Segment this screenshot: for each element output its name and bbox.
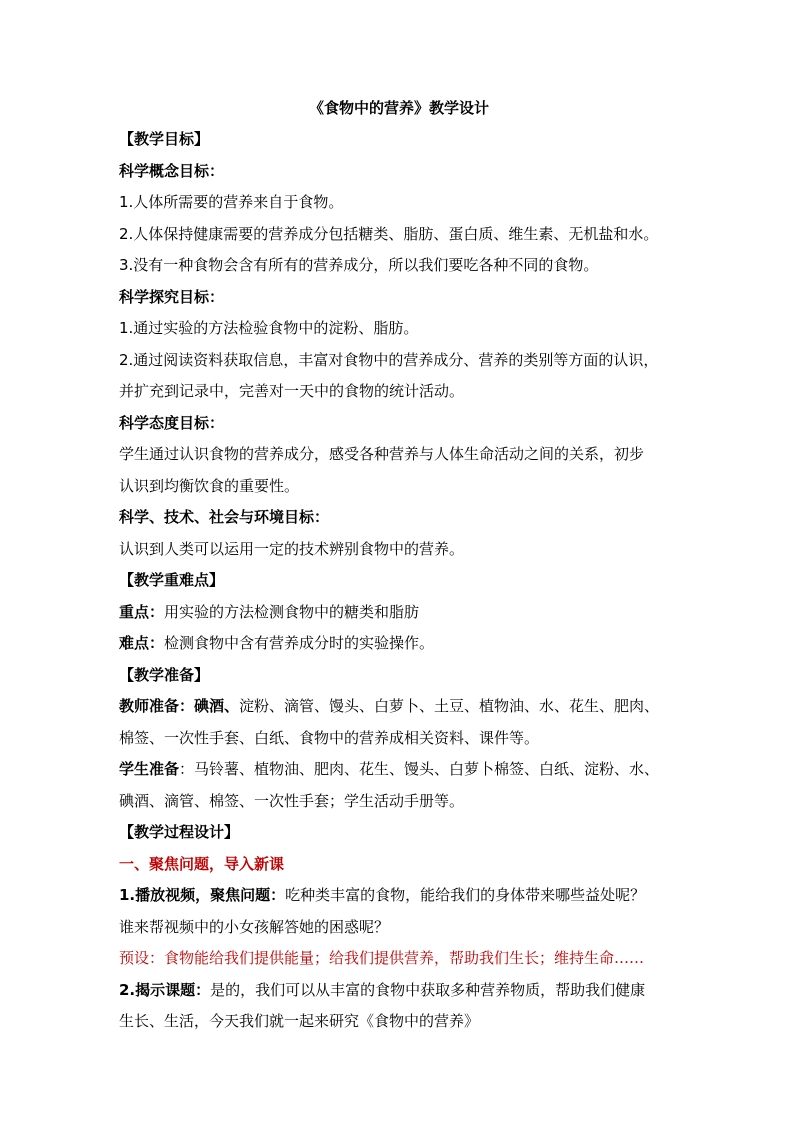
inquiry-item: 并扩充到记录中，完善对一天中的食物的统计活动。 xyxy=(119,382,465,400)
key-point-text: 用实验的方法检测食物中的糖类和脂肪 xyxy=(164,602,420,621)
attitude-heading: 科学态度目标： xyxy=(119,413,225,432)
step-one-label: 1.播放视频，聚焦问题： xyxy=(119,886,286,904)
teacher-prep xyxy=(119,691,679,723)
key-difficulty-heading: 【教学重难点】 xyxy=(119,571,225,589)
concept-heading: 科学概念目标： xyxy=(119,161,225,180)
student-prep-label: 学生准备 xyxy=(119,760,180,778)
document-page xyxy=(119,96,679,1038)
inquiry-heading: 科学探究目标： xyxy=(119,287,225,306)
document-title: 《食物中的营养》教学设计 xyxy=(308,99,489,117)
difficult-point-text: 检测食物中含有营养成分时的实验操作。 xyxy=(164,634,435,652)
attitude-item: 认识到均衡饮食的重要性。 xyxy=(119,476,300,495)
step-two-label: 2.揭示课题： xyxy=(119,980,211,999)
key-point xyxy=(119,597,679,629)
step-one xyxy=(119,880,679,912)
step-two xyxy=(119,975,679,1007)
concept-item: 1.人体所需要的营养来自于食物。 xyxy=(119,193,344,211)
difficult-point-label: 难点： xyxy=(119,634,165,652)
step-two-cont: 生长、生活，今天我们就一起来研究《食物中的营养》 xyxy=(119,1012,480,1030)
attitude-item: 学生通过认识食物的营养成分，感受各种营养与人体生命活动之间的关系，初步 xyxy=(119,445,645,463)
step-one-text: 吃种类丰富的食物，能给我们的身体带来哪些益处呢？ xyxy=(285,886,646,904)
concept-item: 2.人体保持健康需要的营养成分包括糖类、脂肪、蛋白质、维生素、无机盐和水。 xyxy=(119,224,659,243)
inquiry-item: 2.通过阅读资料获取信息，丰富对食物中的营养成分、营养的类别等方面的认识， xyxy=(119,350,659,369)
student-prep-text: ：马铃薯、植物油、肥肉、花生、馒头、白萝卜棉签、白纸、淀粉、水、 xyxy=(179,760,660,778)
preparation-heading: 【教学准备】 xyxy=(119,665,210,684)
teacher-prep-bold: ：碘酒、 xyxy=(179,697,240,715)
difficult-point xyxy=(119,628,679,660)
teacher-prep-label: 教师准备 xyxy=(119,697,180,715)
step-one-cont: 谁来帮视频中的小女孩解答她的困惑呢？ xyxy=(119,917,390,936)
student-prep-cont: 碘酒、滴管、棉签、一次性手套；学生活动手册等。 xyxy=(119,791,465,810)
inquiry-item: 1.通过实验的方法检验食物中的淀粉、脂肪。 xyxy=(119,319,419,337)
concept-item: 3.没有一种食物会含有所有的营养成分，所以我们要吃各种不同的食物。 xyxy=(119,256,599,274)
preset-answer: 预设：食物能给我们提供能量；给我们提供营养，帮助我们生长；维持生命…… xyxy=(119,949,645,967)
section-one-heading: 一、聚焦问题，导入新课 xyxy=(119,854,285,873)
teacher-prep-text: 淀粉、滴管、馒头、白萝卜、土豆、植物油、水、花生、肥肉、 xyxy=(239,697,660,715)
sts-heading: 科学、技术、社会与环境目标： xyxy=(119,508,330,526)
key-point-label: 重点： xyxy=(119,602,165,621)
teacher-prep-cont: 棉签、一次性手套、白纸、食物中的营养成相关资料、课件等。 xyxy=(119,728,540,747)
student-prep xyxy=(119,754,679,786)
sts-item: 认识到人类可以运用一定的技术辨别食物中的营养。 xyxy=(119,539,465,558)
objectives-heading: 【教学目标】 xyxy=(119,130,210,148)
process-heading: 【教学过程设计】 xyxy=(119,823,240,841)
step-two-text: 是的，我们可以从丰富的食物中获取多种营养物质，帮助我们健康 xyxy=(210,980,646,999)
